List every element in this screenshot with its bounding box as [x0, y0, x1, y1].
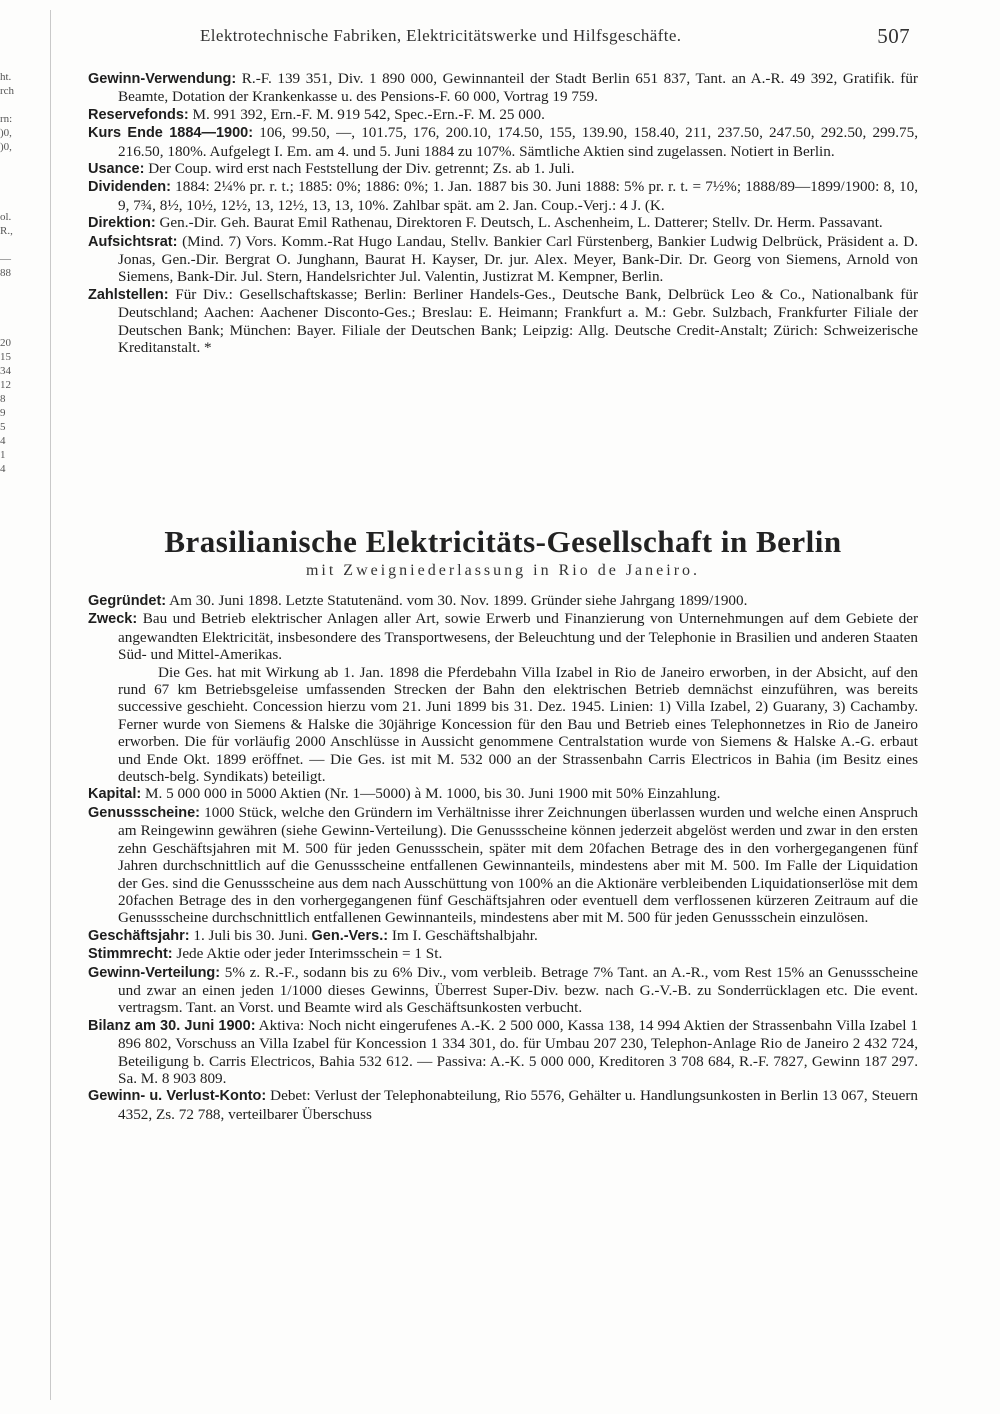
entry-label: Kurs Ende 1884—1900: — [88, 125, 254, 142]
entry-text: Im I. Geschäftshalbjahr. — [391, 926, 538, 944]
gutter-line: — — [0, 253, 11, 265]
gutter-line: 8 — [0, 393, 6, 405]
entry-text: R.-F. 139 351, Div. 1 890 000, Gewinnanteil der Stadt Berlin 651 837, Tant. an A.-R. 49 392, Gratifik. für Beamte, Dotation der Krankenkasse u. des Pensions-F. 60 000, Vortrag 19 759. — [118, 70, 918, 106]
gutter-line: 88 — [0, 267, 11, 279]
entry-label: Kapital: — [88, 786, 142, 803]
entry-label: Direktion: — [88, 215, 156, 232]
gutter-line: ht. — [0, 71, 12, 83]
gutter-line — [0, 280, 40, 294]
entry-label: Gewinn- u. Verlust-Konto: — [88, 1088, 267, 1105]
entry-usance — [88, 160, 918, 178]
entry-label: Zweck: — [88, 611, 138, 628]
entry-text: Für Div.: Gesellschaftskasse; Berlin: Berliner Handels-Ges., Deutsche Bank, Delbrück Leo & Co., Nationalbank für Deutschland; Aachen: Aachener Disconto-Ges.; Breslau: E. Heimann; Frankfurt a. M.: Gebr. Sulzbach, Frankfurter Filiale der Deutschen Bank; München: Bayer. Filiale der Deutschen Bank; Leipzig: Allg. Deutsche Credit-Anstalt; Zürich: Schweizerische Kreditanstalt. * — [118, 285, 918, 357]
gutter-line: )0, — [0, 141, 12, 153]
entry-text: Gen.-Dir. Geh. Baurat Emil Rathenau, Direktoren F. Deutsch, L. Aschenheim, L. Datterer; Stellv. Dr. Herm. Passavant. — [159, 214, 883, 232]
gutter-line — [0, 182, 40, 196]
entry-text: M. 5 000 000 in 5000 Aktien (Nr. 1—5000) à M. 1000, bis 30. Juni 1900 mit 50% Einzahlung. — [144, 785, 721, 803]
gutter-line: )0, — [0, 127, 12, 139]
entry-text: Die Ges. hat mit Wirkung ab 1. Jan. 1898 die Pferdebahn Villa Izabel in Rio de Janeiro erworben, in der Absicht, auf den rund 67 km Betriebsgeleise umfassenden Strecken der Bahn den elektrischen Betrieb demnächst einzuführen, was bereits successive geschieht. Concession hierzu vom 21. Juni 1899 bis 31. Dez. 1945. Linien: 1) Villa Izabel, 2) Guarany, 3) Cachamby. Ferner wurde von Siemens & Halske die 30jährige Koncession für den Bau und Betrieb eines Telephonnetzes in Rio de Janeiro erworben. Die für vorläufig 2000 Anschlüsse in Aussicht genommene Centralstation wurde von Siemens & Halske A.-G. erbaut und Ende Okt. 1899 eröffnet. — Die Ges. ist mit M. 532 000 an der Strassenbahn Carris Electricos in Bahia (im Besitz eines deutsch-belg. Syndikats) beteiligt. — [118, 663, 918, 786]
company-section — [88, 592, 918, 1123]
entry-gewinn-verlust — [88, 1087, 918, 1123]
entry-aufsichtsrat — [88, 233, 918, 286]
previous-company-section — [88, 70, 918, 357]
entry-stimmrecht — [88, 945, 918, 963]
entry-label: Gegründet: — [88, 593, 167, 609]
entry-kurs — [88, 124, 918, 160]
entry-text: Am 30. Juni 1898. Letzte Statutenänd. vom 30. Nov. 1899. Gründer siehe Jahrgang 1899/1900. — [169, 592, 748, 609]
gutter-line: 4 — [0, 463, 6, 475]
entry-gewinn-verteilung — [88, 964, 918, 1017]
company-title: Brasilianische Elektricitäts-Gesellschaft in Berlin — [164, 524, 842, 559]
gutter-line — [0, 308, 40, 322]
gutter-rule — [50, 10, 51, 1400]
entry-label: Dividenden: — [88, 179, 171, 196]
running-head-title: Elektrotechnische Fabriken, Elektricitätswerke und Hilfsgeschäfte. — [200, 26, 682, 45]
gutter-line: ol. — [0, 211, 12, 223]
gutter-line — [0, 238, 40, 252]
entry-label: Gen.-Vers.: — [311, 927, 389, 944]
gutter-line: rn: — [0, 113, 13, 125]
entry-text: 106, 99.50, —, 101.75, 176, 200.10, 174.50, 155, 139.90, 158.40, 211, 237.50, 247.50, 292.50, 299.75, 216.50, 180%. Aufgelegt I. Em. am 4. und 5. Juni 1884 zu 107%. Sämtliche Aktien sind zugelassen. Notiert in Berlin. — [118, 124, 919, 160]
entry-text: 1000 Stück, welche den Gründern im Verhältnisse ihrer Zeichnungen überlassen wurden und welche einen Anspruch am Reingewinn gewähren (siehe Gewinn-Verteilung). Die Genussscheine können jederzeit abgelöst werden und zwar in den ersten zehn Geschäftsjahren mit M. 500 für jeden Genussschein, später mit dem 20fachen Betrage des in den vorhergegangenen fünf Jahren durchschnittlich auf die Genussscheine entfallenen Gewinnanteils, mindestens aber mit M. 500. Im Falle der Liquidation der Ges. sind die Genussscheine aus dem nach Ausschüttung von 100% an die Aktionäre verbleibenden Liquidationserlöse mit dem 20fachen Betrage des in den vorhergegangenen fünf Geschäftsjahren oder eventuell dem verflossenen kürzeren Zeitraum auf die Genussscheine durchschnittlich entfallenen Gewinnanteils, mindestens aber mit M. 500 für jeden Genussschein einzulösen. — [118, 803, 918, 927]
entry-label: Geschäftsjahr: — [88, 927, 190, 944]
gutter-line: 9 — [0, 407, 6, 419]
entry-label: Gewinn-Verteilung: — [88, 964, 221, 981]
entry-text: Der Coup. wird erst nach Feststellung der Div. getrennt; Zs. ab 1. Juli. — [148, 160, 575, 178]
entry-gewinn-verwendung — [88, 70, 918, 106]
entry-label: Gewinn-Verwendung: — [88, 71, 237, 87]
gutter-line: 12 — [0, 379, 11, 391]
running-head — [90, 26, 920, 50]
gutter-line: 15 — [0, 351, 11, 363]
entry-dividenden — [88, 178, 918, 214]
entry-label: Usance: — [88, 161, 145, 178]
entry-zweck-detail — [88, 664, 918, 786]
entry-bilanz — [88, 1017, 918, 1088]
entry-geschaeftsjahr — [88, 927, 918, 945]
entry-text: 5% z. R.-F., sodann bis zu 6% Div., vom verbleib. Betrage 7% Tant. an A.-R., vom Rest 15% an Genussscheine und zwar an einen jeden 1/1000 dieses Gewinns, Überrest Super-Div. bezw. nach G.-V.-B. zu Sonderrücklagen etc. Die event. vertragsm. Tant. an Vorst. und Beamte wird als Geschäftsunkosten verbucht. — [118, 963, 918, 1017]
entry-zahlstellen — [88, 286, 918, 357]
entry-kapital — [88, 785, 918, 803]
entry-reservefonds — [88, 106, 918, 124]
gutter-line — [0, 196, 40, 210]
entry-text: (Mind. 7) Vors. Komm.-Rat Hugo Landau, Stellv. Bankier Carl Fürstenberg, Bankier Ludwig Delbrück, Präsident a. D. Jonas, Gen.-Dir. Bergrat O. Junghann, Baurat H. Kayser, Dr. jur. Alex. Meyer, Bank-Dir. Dr. Georg von Siemens, Arnold von Siemens, Bank-Dir. Jul. Stern, Handelsrichter Jul. Valentin, Justizrat M. Kempner, Berlin. — [118, 232, 919, 286]
gutter-line: 4 — [0, 435, 6, 447]
gutter-line: rch — [0, 85, 15, 97]
entry-gegruendet — [88, 592, 918, 610]
gutter-line: R., — [0, 225, 13, 237]
gutter-line: 5 — [0, 421, 6, 433]
entry-text: M. 991 392, Ern.-F. M. 919 542, Spec.-Ern.-F. M. 25 000. — [192, 105, 545, 123]
company-subtitle: mit Zweigniederlassung in Rio de Janeiro. — [305, 562, 701, 579]
entry-text: 1884: 2¼% pr. r. t.; 1885: 0%; 1886: 0%; 1. Jan. 1887 bis 30. Juni 1888: 5% pr. r. t. = 7½%; 1888/89—1899/1900: 8, 10, 9, 7¾, 8½, 10½, 12½, 13, 12½, 13, 13, 10%. Zahlbar spät. am 2. Jan. Coup.-Verj.: 4 J. (K. — [118, 178, 919, 214]
gutter-line — [0, 98, 40, 112]
entry-text: Bau und Betrieb elektrischer Anlagen aller Art, sowie Erwerb und Finanzierung von Unternehmungen auf dem Gebiete der angewandten Elektricität, insbesondere des Transportwesens, der Beleuchtung und der Telephonie in Brasilien und anderen Staaten Süd- und Mittel-Amerikas. — [118, 610, 919, 664]
entry-label: Aufsichtsrat: — [88, 233, 178, 250]
gutter-line: 1 — [0, 449, 6, 461]
page-number: 507 — [877, 24, 910, 48]
entry-direktion — [88, 214, 918, 232]
gutter-line — [0, 294, 40, 308]
entry-text: Jede Aktie oder jeder Interimsschein = 1 St. — [176, 945, 443, 963]
entry-text: Aktiva: Noch nicht eingerufenes A.-K. 2 500 000, Kassa 138, 14 994 Aktien der Strassenbahn Villa Izabel 1 896 802, Vorschuss an Villa Izabel für Koncession 1 334 301, do. für Umbau 207 230, Telephon-Anlage Rio de Janeiro 2 432 724, Beteiligung b. Carris Electricos, Bahia 532 612. — Passiva: A.-K. 5 000 000, Kreditoren 3 708 684, R.-F. 7827, Gewinn 187 297. Sa. M. 8 903 809. — [118, 1016, 918, 1087]
entry-genussscheine — [88, 804, 918, 927]
entry-label: Bilanz am 30. Juni 1900: — [88, 1017, 256, 1034]
gutter-line — [0, 154, 40, 168]
entry-zweck — [88, 610, 918, 663]
entry-label: Reservefonds: — [88, 106, 189, 123]
gutter-line: 34 — [0, 365, 11, 377]
entry-text: 1. Juli bis 30. Juni. — [193, 926, 308, 944]
gutter-fragments — [0, 70, 40, 710]
gutter-line — [0, 168, 40, 182]
entry-text: Debet: Verlust der Telephonabteilung, Rio 5576, Gehälter u. Handlungsunkosten in Berlin 13 067, Steuern 4352, Zs. 72 788, verteilbarer Überschuss — [118, 1087, 918, 1123]
entry-label: Genussscheine: — [88, 804, 201, 821]
entry-label: Stimmrecht: — [88, 946, 173, 963]
gutter-line — [0, 322, 40, 336]
gutter-line: 20 — [0, 337, 11, 349]
entry-label: Zahlstellen: — [88, 286, 169, 303]
